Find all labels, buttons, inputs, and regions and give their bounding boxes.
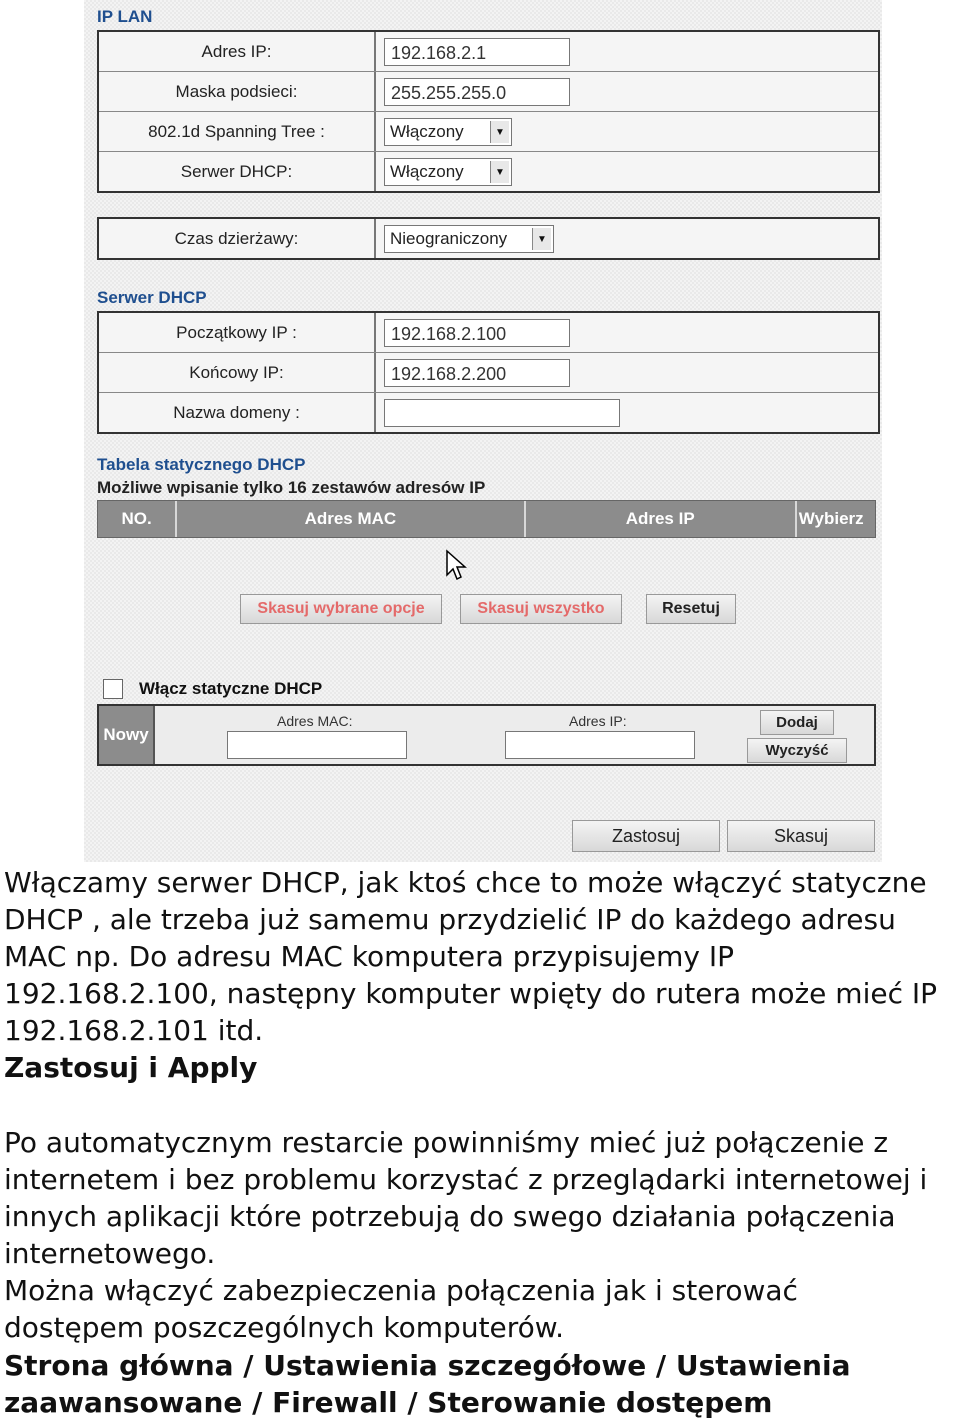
domain-name-field[interactable] (384, 399, 620, 427)
enable-static-dhcp-checkbox[interactable] (103, 679, 123, 699)
text-line: MAC np. Do adresu MAC komputera przypisujemy IP (4, 940, 734, 973)
domain-name-row (99, 392, 878, 432)
lease-time-box (97, 217, 880, 260)
paragraph-security (4, 1272, 960, 1346)
dhcp-server-title: Serwer DHCP (97, 288, 207, 307)
mouse-cursor-icon (445, 549, 467, 581)
ip-address-field[interactable]: 192.168.2.1 (384, 38, 570, 66)
spanning-tree-value: Włączony (390, 122, 464, 141)
text-line: internetowego. (4, 1237, 216, 1270)
chevron-down-icon: ▼ (490, 161, 509, 183)
new-static-entry-row (97, 704, 876, 766)
lease-time-value: Nieograniczony (390, 229, 508, 248)
text-line: 192.168.2.100, następny komputer wpięty do rutera może mieć IP (4, 977, 938, 1010)
ip-address-label-new: Adres IP: (569, 713, 627, 729)
subnet-mask-row (99, 71, 878, 111)
end-ip-label: Końcowy IP: (99, 353, 376, 392)
text-line: Strona główna / Ustawienia szczegółowe / Ustawienia (4, 1349, 851, 1382)
dhcp-server-label: Serwer DHCP: (99, 152, 376, 191)
clear-button[interactable]: Wyczyść (747, 738, 847, 763)
router-config-screenshot (84, 0, 882, 862)
text-line: Można włączyć zabezpieczenia połączenia jak i sterować (4, 1274, 798, 1307)
reset-button[interactable]: Resetuj (646, 594, 736, 624)
text-line: 192.168.2.101 itd. (4, 1014, 264, 1047)
apply-button[interactable]: Zastosuj (572, 820, 720, 852)
paragraph-dhcp-explanation (4, 864, 960, 1049)
lease-time-select[interactable] (384, 225, 554, 253)
dhcp-server-box (97, 311, 880, 434)
mac-address-label: Adres MAC: (277, 713, 353, 729)
end-ip-field[interactable]: 192.168.2.200 (384, 359, 570, 387)
text-line: dostępem poszczególnych komputerów. (4, 1311, 565, 1344)
text-line: internetem i bez problemu korzystać z przeglądarki internetowej i (4, 1163, 928, 1196)
cancel-button[interactable]: Skasuj (727, 820, 875, 852)
dhcp-server-row (99, 151, 878, 191)
ip-address-input[interactable] (505, 731, 695, 759)
start-ip-field[interactable]: 192.168.2.100 (384, 319, 570, 347)
new-entry-label: Nowy (99, 706, 155, 764)
chevron-down-icon: ▼ (532, 228, 551, 250)
ip-lan-box (97, 30, 880, 193)
subnet-mask-field[interactable]: 255.255.255.0 (384, 78, 570, 106)
spanning-tree-row (99, 111, 878, 151)
delete-selected-button[interactable]: Skasuj wybrane opcje (240, 594, 442, 624)
apply-heading: Zastosuj i Apply (4, 1051, 258, 1084)
chevron-down-icon: ▼ (490, 121, 509, 143)
dhcp-server-value: Włączony (390, 162, 464, 181)
text-line: DHCP , ale trzeba już samemu przydzielić IP do każdego adresu (4, 903, 896, 936)
column-no: NO. (98, 501, 177, 537)
lease-time-row (99, 219, 878, 258)
text-line: zaawansowane / Firewall / Sterowanie dostępem (4, 1386, 773, 1419)
static-table-title: Tabela statycznego DHCP (97, 455, 306, 474)
start-ip-row (99, 313, 878, 352)
subnet-mask-label: Maska podsieci: (99, 72, 376, 111)
spanning-tree-select[interactable] (384, 118, 512, 146)
text-line: Po automatycznym restarcie powinniśmy mieć już połączenie z (4, 1126, 889, 1159)
column-mac: Adres MAC (177, 501, 525, 537)
static-table-header (97, 500, 876, 538)
ip-lan-title: IP LAN (97, 7, 153, 26)
paragraph-restart (4, 1124, 960, 1272)
column-select: Wybierz (798, 509, 864, 528)
delete-all-button[interactable]: Skasuj wszystko (460, 594, 622, 624)
static-table-subtitle: Możliwe wpisanie tylko 16 zestawów adresów IP (97, 478, 486, 497)
add-button[interactable]: Dodaj (760, 710, 834, 735)
domain-name-label: Nazwa domeny : (99, 393, 376, 432)
ip-address-label: Adres IP: (99, 32, 376, 71)
end-ip-row (99, 352, 878, 392)
column-ip: Adres IP (526, 501, 797, 537)
text-line: Włączamy serwer DHCP, jak ktoś chce to może włączyć statyczne (4, 866, 927, 899)
ip-address-row (99, 32, 878, 71)
mac-address-input[interactable] (227, 731, 407, 759)
enable-static-dhcp-label: Włącz statyczne DHCP (139, 679, 323, 698)
start-ip-label: Początkowy IP : (99, 313, 376, 352)
navigation-path (4, 1347, 960, 1421)
spanning-tree-label: 802.1d Spanning Tree : (99, 112, 376, 151)
dhcp-server-select[interactable] (384, 158, 512, 186)
lease-time-label: Czas dzierżawy: (99, 219, 376, 258)
text-line: innych aplikacji które potrzebują do swego działania połączenia (4, 1200, 896, 1233)
